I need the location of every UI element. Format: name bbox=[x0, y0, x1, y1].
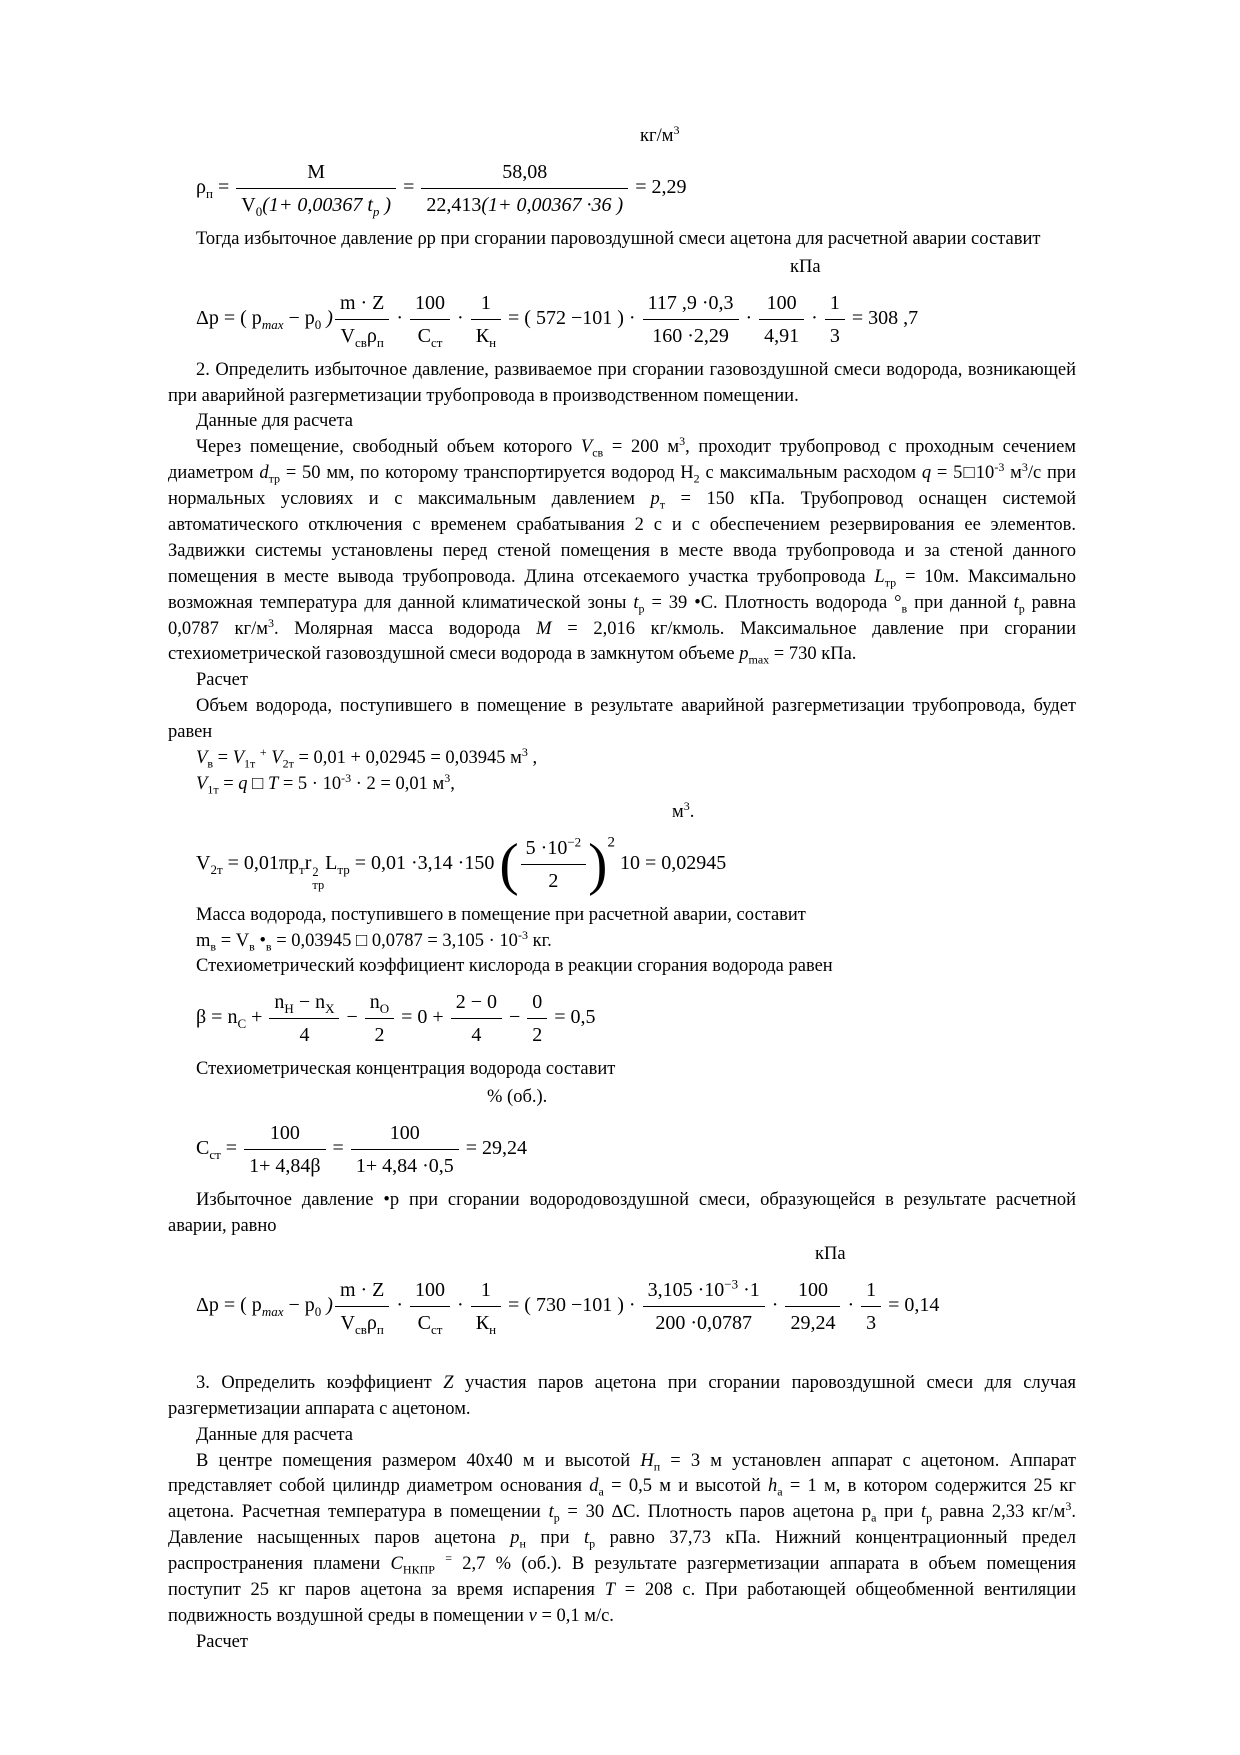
fraction-numerator bbox=[410, 289, 450, 320]
fraction bbox=[527, 988, 547, 1049]
fraction-denominator bbox=[759, 320, 804, 350]
italic-text: q bbox=[238, 773, 248, 794]
formula-text: 4 bbox=[471, 1024, 482, 1047]
formula-subscript: п bbox=[376, 1321, 384, 1337]
paragraph-hydrogen-volume: Объем водорода, поступившего в помещение в результате аварийной разгерметизации трубопровода, будет равен bbox=[168, 696, 1076, 743]
formula-text: 4,91 bbox=[764, 324, 800, 347]
fraction-numerator bbox=[759, 289, 804, 320]
fraction-numerator bbox=[365, 988, 394, 1019]
fraction-denominator bbox=[410, 1307, 450, 1337]
paragraph-task3: 3. Определить коэффициент Z участия паров ацетона при сгорании паровоздушной смеси для случая разгерметизации аппарата с ацетоном. bbox=[168, 1372, 1077, 1419]
fraction-denominator bbox=[643, 320, 739, 350]
paragraph-overpressure-hydrogen: Избыточное давление •р при сгорании водородовоздушной смеси, образующейся в результате расчетной аварии, равно bbox=[168, 1190, 1076, 1237]
formula-text: 3 bbox=[829, 324, 840, 347]
formula-text: = 0,01 ·3,14 ·150 bbox=[349, 851, 500, 874]
formula-italic: ) bbox=[379, 193, 392, 216]
fraction-numerator bbox=[785, 1276, 840, 1307]
fraction bbox=[335, 1276, 389, 1337]
formula-subscript: 2т bbox=[210, 861, 223, 877]
formula-text: = ( 572 −101 ) · bbox=[503, 306, 641, 329]
unit-label-percent-vol: % (об.). bbox=[487, 1087, 548, 1108]
fraction-numerator bbox=[335, 289, 389, 320]
formula-text: М bbox=[307, 160, 326, 183]
equation-v1t: $V_{1т} = q$ □ $Т = 5 \cdot 10^{-3} \cdot 2 = 0,01$ $м^3$, bbox=[196, 770, 455, 797]
formula-text: = 0,01πр bbox=[222, 851, 300, 874]
fraction-denominator bbox=[861, 1307, 881, 1337]
fraction-denominator bbox=[451, 1019, 502, 1049]
formula-text: − bbox=[504, 1006, 526, 1029]
formula-text: 1 bbox=[829, 291, 840, 314]
formula-vapor-density bbox=[168, 158, 1076, 219]
line-calc-2: Расчет bbox=[196, 1631, 248, 1652]
subscript-text: тр bbox=[884, 575, 897, 590]
subscript-text: а bbox=[598, 1485, 604, 1500]
fraction bbox=[236, 158, 396, 219]
formula-subscript: ст bbox=[430, 1321, 443, 1337]
fraction-denominator bbox=[269, 1019, 339, 1049]
italic-text: d bbox=[589, 1476, 599, 1497]
formula-text: m · Z bbox=[339, 291, 385, 314]
formula-text: V bbox=[196, 851, 211, 874]
subscript-text: в bbox=[207, 756, 213, 771]
supscript-text: 3 bbox=[444, 770, 451, 785]
formula-text: V bbox=[340, 324, 355, 347]
fraction-numerator bbox=[335, 1276, 389, 1307]
formula-text: · bbox=[391, 1293, 409, 1316]
fraction-numerator bbox=[825, 289, 845, 320]
equation-vv: $V_в = V_{1т}$ + $V_{2т} = 0,01 + 0,02945 = 0,03945$ $м^3$ , bbox=[196, 744, 538, 771]
formula-text: − n bbox=[293, 991, 326, 1014]
formula-subscript: св bbox=[354, 1321, 367, 1337]
formula-text: − bbox=[341, 1006, 363, 1029]
fraction bbox=[410, 289, 450, 350]
formula-text: 1+ 4,84 ·0,5 bbox=[355, 1155, 454, 1178]
fraction-numerator bbox=[861, 1276, 881, 1307]
formula-text: 200 ·0,0787 bbox=[655, 1311, 752, 1334]
fraction-denominator bbox=[825, 320, 845, 350]
supscript-text: -3 bbox=[517, 927, 528, 942]
subscript-text: р bbox=[638, 601, 645, 616]
formula-text: β = n bbox=[196, 1006, 238, 1029]
fraction-numerator bbox=[527, 988, 547, 1019]
italic-text: р bbox=[510, 1528, 520, 1549]
italic-text: Z bbox=[443, 1372, 454, 1393]
formula-text: V bbox=[340, 1311, 355, 1334]
fraction-denominator bbox=[643, 1307, 765, 1337]
formula-subscript bbox=[262, 1304, 284, 1319]
fraction-numerator bbox=[421, 158, 628, 189]
fraction bbox=[269, 988, 339, 1049]
formula-superscript: −2 bbox=[567, 834, 582, 850]
formula-text: С bbox=[417, 1311, 431, 1334]
fraction bbox=[244, 1119, 325, 1180]
formula-text: ρ bbox=[196, 175, 206, 198]
formula-italic: max bbox=[261, 1303, 284, 1319]
formula-subscript bbox=[262, 317, 284, 332]
subscript-text: 2т bbox=[282, 756, 294, 771]
italic-text: t bbox=[633, 592, 639, 613]
fraction bbox=[471, 1276, 501, 1337]
subscript-text: max bbox=[748, 653, 770, 668]
fraction-denominator bbox=[785, 1307, 840, 1337]
fraction-numerator bbox=[236, 158, 396, 189]
paragraph-stoich-concentration: Стехиометрическая концентрация водорода составит bbox=[196, 1059, 616, 1080]
formula-subscript: X bbox=[325, 1001, 335, 1017]
formula-text: − p bbox=[283, 1293, 315, 1316]
stack-superscript: 2 bbox=[312, 864, 319, 879]
formula-text: 2 bbox=[548, 869, 559, 892]
fraction-numerator bbox=[410, 1276, 450, 1307]
formula-italic: max bbox=[261, 316, 284, 332]
subscript-text: р bbox=[1018, 601, 1025, 616]
formula-cst bbox=[168, 1119, 1076, 1180]
subscript-text: тр bbox=[268, 471, 281, 486]
supscript-text: 3 bbox=[1021, 460, 1028, 475]
subscript-text: в bbox=[901, 601, 908, 616]
formula-text: · bbox=[806, 306, 823, 329]
line-calc-1: Расчет bbox=[196, 670, 248, 691]
formula-text: 1 bbox=[480, 291, 491, 314]
formula-text: 100 bbox=[415, 1278, 446, 1301]
fraction bbox=[410, 1276, 450, 1337]
formula-text: · bbox=[766, 1293, 784, 1316]
supscript-text: 3 bbox=[679, 434, 686, 449]
fraction-numerator bbox=[244, 1119, 325, 1150]
formula-italic: (1+ 0,00367 ·36 ) bbox=[481, 193, 624, 216]
unit-label-kg-m3: $кг/м^3$ bbox=[640, 122, 680, 146]
fraction bbox=[785, 1276, 840, 1337]
supscript-text: + bbox=[259, 744, 267, 759]
fraction-numerator bbox=[269, 988, 339, 1019]
left-paren: ( bbox=[499, 831, 519, 897]
formula-text: n bbox=[369, 991, 380, 1014]
formula-text: · bbox=[740, 306, 758, 329]
fraction-numerator bbox=[471, 289, 501, 320]
formula-text: ·1 bbox=[738, 1278, 760, 1301]
italic-text: q bbox=[921, 463, 932, 484]
fraction-denominator bbox=[471, 1307, 501, 1337]
formula-text: ρ bbox=[366, 1311, 377, 1334]
formula-subscript: п bbox=[205, 185, 213, 201]
formula-italic: ) bbox=[321, 1293, 333, 1316]
formula-text: + bbox=[246, 1006, 268, 1029]
formula-text: = 2,29 bbox=[630, 175, 687, 198]
paragraph-overpressure-intro: Тогда избыточное давление ρр при сгорании паровоздушной смеси ацетона для расчетной аварии составит bbox=[196, 228, 1041, 249]
fraction bbox=[861, 1276, 881, 1337]
formula-subscript: 0 bbox=[314, 1303, 322, 1319]
italic-text: р bbox=[650, 489, 660, 510]
formula-text: = 0,5 bbox=[549, 1006, 596, 1029]
paragraph-stoich-coefficient: Стехиометрический коэффициент кислорода в реакции сгорания водорода равен bbox=[196, 956, 833, 977]
fraction-numerator bbox=[521, 834, 587, 865]
formula-text: · bbox=[391, 306, 409, 329]
supscript-text: 3 bbox=[673, 122, 680, 137]
fraction bbox=[471, 289, 501, 350]
formula-text: V bbox=[241, 193, 256, 216]
italic-text: t bbox=[1013, 592, 1019, 613]
formula-beta bbox=[168, 988, 1076, 1049]
fraction-denominator bbox=[471, 320, 501, 350]
formula-text: = ( 730 −101 ) · bbox=[503, 1293, 641, 1316]
formula-text: = bbox=[220, 1137, 243, 1160]
supscript-text: = bbox=[445, 1550, 453, 1565]
supscript-text: 3 bbox=[683, 798, 690, 813]
subscript-text: 1т bbox=[244, 756, 256, 771]
fraction-denominator bbox=[351, 1150, 459, 1180]
formula-text: 1 bbox=[866, 1278, 877, 1301]
unit-label-kpa-1: кПа bbox=[790, 256, 821, 277]
formula-text: 5 ·10 bbox=[525, 836, 568, 859]
formula-subscript: C bbox=[237, 1016, 247, 1032]
italic-text: V bbox=[271, 748, 283, 769]
fraction-numerator bbox=[351, 1119, 459, 1150]
formula-text: 100 bbox=[389, 1122, 420, 1145]
fraction-numerator bbox=[451, 988, 502, 1019]
subscript-text: а bbox=[777, 1485, 783, 1500]
formula-text: 117 ,9 ·0,3 bbox=[647, 291, 734, 314]
subscript-text: т bbox=[659, 497, 665, 512]
formula-text: = 29,24 bbox=[460, 1137, 528, 1160]
formula-text: = bbox=[398, 175, 420, 198]
fraction bbox=[351, 1119, 459, 1180]
formula-text: 2 bbox=[532, 1024, 543, 1047]
formula-subscript: н bbox=[489, 1321, 497, 1337]
formula-text: 100 bbox=[269, 1122, 300, 1145]
fraction bbox=[421, 158, 628, 219]
group-exponent: 2 bbox=[607, 834, 615, 851]
formula-text: 1 bbox=[480, 1278, 491, 1301]
formula-subscript: 0 bbox=[314, 316, 322, 332]
fraction bbox=[335, 289, 389, 350]
formula-subscript: ст bbox=[209, 1147, 221, 1163]
fraction-numerator bbox=[643, 1276, 765, 1307]
subscript-text: в bbox=[210, 939, 217, 954]
subscript-text: в bbox=[249, 939, 255, 954]
formula-text: Δp = ( p bbox=[196, 306, 262, 329]
formula-text: − p bbox=[283, 306, 315, 329]
fraction bbox=[365, 988, 394, 1049]
formula-text: 2 − 0 bbox=[455, 991, 497, 1014]
italic-text: V bbox=[196, 748, 208, 769]
italic-text: V bbox=[232, 748, 244, 769]
formula-text: С bbox=[196, 1137, 210, 1160]
fraction-denominator bbox=[421, 189, 628, 219]
formula-text: 2 bbox=[374, 1024, 385, 1047]
formula-subscript: т bbox=[299, 861, 305, 877]
formula-subscript: п bbox=[376, 334, 384, 350]
italic-text: h bbox=[767, 1476, 778, 1497]
formula-text: · bbox=[452, 306, 469, 329]
italic-text: L bbox=[874, 566, 885, 587]
right-paren: ) bbox=[588, 831, 608, 897]
formula-text: m · Z bbox=[339, 1278, 385, 1301]
line-data-for-calc-1: Данные для расчета bbox=[196, 411, 354, 432]
fraction bbox=[451, 988, 502, 1049]
formula-text: 100 bbox=[415, 291, 446, 314]
fraction-denominator bbox=[527, 1019, 547, 1049]
paragraph-hydrogen-mass: Масса водорода, поступившего в помещение при расчетной аварии, составит bbox=[196, 904, 806, 925]
formula-subscript: ст bbox=[430, 334, 443, 350]
formula-text: 10 = 0,02945 bbox=[615, 851, 727, 874]
formula-text: = 0 + bbox=[396, 1006, 449, 1029]
italic-text: Т bbox=[604, 1579, 615, 1600]
supscript-text: 3 bbox=[521, 744, 528, 759]
supscript-text: 3 bbox=[267, 615, 274, 630]
italic-text: р bbox=[739, 644, 749, 665]
formula-delta-p-hydrogen bbox=[168, 1276, 1076, 1337]
formula-text: 4 bbox=[299, 1024, 310, 1047]
fraction-denominator bbox=[335, 320, 389, 350]
equation-mv: $m_в = V_в$ $•_в = 0,03945$ □ $0,0787 = 3,105 \cdot 10^{-3}$ кг. bbox=[196, 927, 552, 954]
formula-text: 1+ 4,84β bbox=[249, 1155, 321, 1178]
paragraph-task2: 2. Определить избыточное давление, развиваемое при сгорании газовоздушной смеси водорода, возникающей при аварийной разгерметизации трубопровода в производственном помещении. bbox=[168, 359, 1076, 406]
italic-text: С bbox=[390, 1554, 403, 1575]
formula-text: 3 bbox=[866, 1311, 877, 1334]
italic-text: t bbox=[920, 1502, 927, 1523]
paragraph-task3-data: В центре помещения размером 40х40 м и высотой $Н_п = 3$ м установлен аппарат с ацетоном. Аппарат представляет собой цилиндр диаметром основания $d_а = 0,5$ м и высотой $h_а = 1$ м, в котором содержится 25 кг ацетона. Расчетная температура в помещении $t_р = 30$ ∆С. Плотность паров ацетона $р_а$ при $t_р$ равна 2,33 $кг/м^3$. Давление насыщенных паров ацетона $р_н$ при $t_р$ равно 37,73 кПа. Нижний концентрационный предел распространения пламени $С_{НКПР}$ = 2,7 % (об.). В результате разгерметизации аппарата в объем помещения поступит 25 кг паров ацетона за время испарения Т = 208 с. При работающей общеобменной вентиляции подвижность воздушной среды в помещении v = 0,1 м/с. bbox=[168, 1450, 1076, 1626]
supscript-text: 3 bbox=[1065, 1499, 1072, 1514]
formula-text: С bbox=[417, 324, 431, 347]
italic-text: М bbox=[536, 618, 552, 639]
subscript-text: 1т bbox=[207, 782, 219, 797]
fraction-denominator bbox=[244, 1150, 325, 1180]
subscript-text: р bbox=[553, 1510, 560, 1525]
formula-text: L bbox=[325, 851, 338, 874]
formula-text: 0 bbox=[532, 991, 543, 1014]
stack-subscript: тр bbox=[312, 878, 325, 893]
formula-text: 100 bbox=[797, 1278, 828, 1301]
formula-text: = bbox=[327, 1137, 349, 1160]
fraction-denominator bbox=[521, 865, 587, 895]
formula-subscript: н bbox=[489, 334, 497, 350]
formula-text: Δp = ( p bbox=[196, 1293, 262, 1316]
formula-text: = bbox=[212, 175, 235, 198]
formula-subscript: св bbox=[354, 334, 367, 350]
formula-subscript: 0 bbox=[255, 203, 263, 219]
unit-label-kpa-2: кПа bbox=[815, 1243, 846, 1264]
fraction bbox=[643, 289, 739, 350]
formula-v2t bbox=[168, 831, 1076, 897]
formula-subscript: тр bbox=[337, 861, 350, 877]
formula-delta-p-acetone bbox=[168, 289, 1076, 350]
formula-text: · bbox=[452, 1293, 469, 1316]
formula-italic: (1+ 0,00367 t bbox=[262, 193, 373, 216]
formula-text: 3,105 ·10 bbox=[647, 1278, 725, 1301]
unit-label-m3: $м^3$. bbox=[672, 798, 695, 822]
formula-text: 22,413 bbox=[426, 193, 482, 216]
fraction-denominator bbox=[335, 1307, 389, 1337]
subscript-text: НКПР bbox=[402, 1562, 435, 1577]
formula-superscript: −3 bbox=[724, 1276, 739, 1292]
formula-text: r bbox=[304, 851, 312, 874]
fraction-denominator bbox=[365, 1019, 394, 1049]
formula-text: 29,24 bbox=[790, 1311, 836, 1334]
line-data-for-calc-2: Данные для расчета bbox=[196, 1424, 354, 1445]
fraction-denominator bbox=[236, 189, 396, 219]
formula-subscript: H bbox=[284, 1001, 294, 1017]
fraction bbox=[825, 289, 845, 350]
subscript-text: н bbox=[519, 1536, 526, 1551]
subscript-text: в bbox=[265, 939, 272, 954]
formula-text: 100 bbox=[766, 291, 797, 314]
fraction-numerator bbox=[643, 289, 739, 320]
formula-text: К bbox=[475, 1311, 490, 1334]
formula-text: = 308 ,7 bbox=[846, 306, 919, 329]
formula-italic: р bbox=[372, 203, 380, 219]
italic-text: V bbox=[196, 773, 208, 794]
subscript-text: а bbox=[871, 1510, 877, 1525]
formula-italic: ) bbox=[321, 306, 333, 329]
fraction bbox=[521, 834, 587, 895]
italic-text: v bbox=[528, 1605, 537, 1626]
fraction bbox=[643, 1276, 765, 1337]
formula-text: = 0,14 bbox=[883, 1293, 940, 1316]
italic-text: t bbox=[548, 1502, 554, 1523]
subscript-text: р bbox=[926, 1510, 933, 1525]
subscript-text: р bbox=[589, 1536, 596, 1551]
formula-text: К bbox=[475, 324, 490, 347]
supscript-text: -3 bbox=[994, 460, 1005, 475]
formula-subscript: O bbox=[379, 1001, 390, 1017]
fraction bbox=[759, 289, 804, 350]
formula-text: n bbox=[274, 991, 285, 1014]
subscript-text: п bbox=[653, 1459, 661, 1474]
subscript-text: св bbox=[592, 446, 604, 461]
supscript-text: -3 bbox=[341, 770, 352, 785]
formula-text: 58,08 bbox=[502, 160, 548, 183]
italic-text: V bbox=[580, 437, 593, 458]
subscript-text: 2 bbox=[693, 471, 700, 486]
paragraph-task2-data: Через помещение, свободный объем которого $V_{св} = 200$ $м^3$, проходит трубопровод с проходным сечением диаметром $d_{тр} = 50$ мм, по которому транспортируется водород $Н_2$ с максимальным расходом $q = 5□10^{-3}$ $м^3/с$ при нормальных условиях и с максимальным давлением $р_т = 150$ кПа. Трубопровод оснащен системой автоматического отключения с временем срабатывания 2 с и с обеспечением резервирования ее элементов. Задвижки системы установлены перед стеной помещения в месте ввода трубопровода и за стеной данного помещения в месте вывода трубопровода. Длина отсекаемого участка трубопровода $L_{тр} = 10м$. Максимально возможная температура для данной климатической зоны $t_р = 39$ •С. Плотность водорода $^\circ_в$ при данной $t_р$ равна 0,0787 $кг/м^3$. Молярная масса водорода М = 2,016 кг/кмоль. Максимальное давление при сгорании стехиометрической газовоздушной смеси водорода в замкнутом объеме $р_{max} = 730$ кПа. bbox=[168, 434, 1077, 668]
fraction-numerator bbox=[471, 1276, 501, 1307]
formula-text: ρ bbox=[366, 324, 377, 347]
formula-text: · bbox=[842, 1293, 860, 1316]
fraction-denominator bbox=[410, 320, 450, 350]
sup-sub-stack bbox=[311, 866, 325, 893]
italic-text: t bbox=[583, 1528, 590, 1549]
italic-text: Н bbox=[640, 1450, 654, 1471]
italic-text: Т bbox=[267, 773, 279, 794]
formula-text: 160 ·2,29 bbox=[652, 324, 729, 347]
italic-text: d bbox=[259, 463, 269, 484]
